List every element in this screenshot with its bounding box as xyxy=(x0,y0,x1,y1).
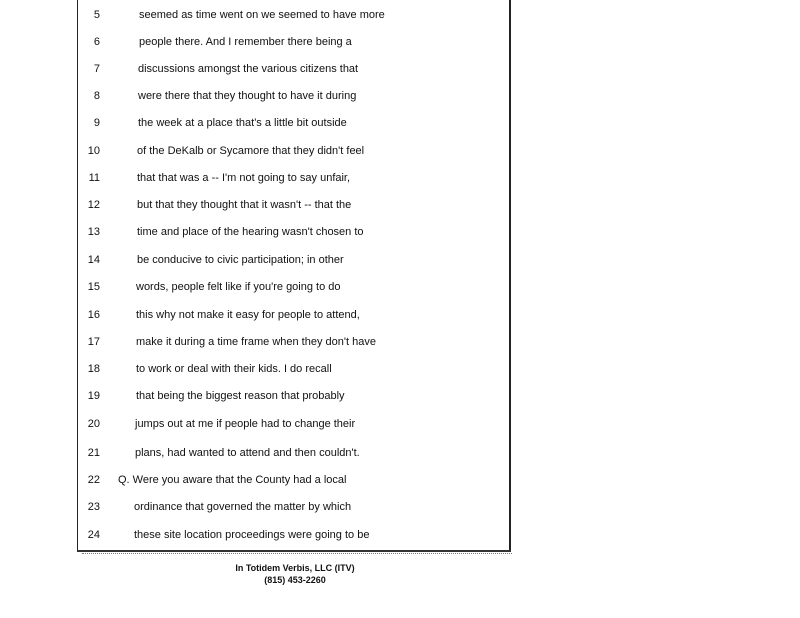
line-number: 18 xyxy=(87,363,100,375)
line-text: of the DeKalb or Sycamore that they didn't feel xyxy=(137,145,365,157)
transcript-line xyxy=(0,195,509,215)
line-number: 11 xyxy=(88,172,100,184)
page-bottom-shadow xyxy=(82,553,512,555)
transcript-line xyxy=(0,470,509,490)
transcript-line xyxy=(0,525,509,545)
transcript-line xyxy=(0,59,509,79)
transcript-line xyxy=(0,277,509,297)
page-bottom-border xyxy=(77,550,511,552)
line-text: that being the biggest reason that probably xyxy=(136,390,345,402)
line-text: time and place of the hearing wasn't chosen to xyxy=(137,226,364,238)
line-text: ordinance that governed the matter by which xyxy=(134,501,352,513)
line-text: Q. Were you aware that the County had a local xyxy=(118,474,347,486)
line-number: 19 xyxy=(87,390,100,402)
page-left-border xyxy=(77,0,78,550)
line-number: 24 xyxy=(87,529,100,541)
line-number: 5 xyxy=(93,9,100,21)
transcript-line xyxy=(0,305,509,325)
transcript-line xyxy=(0,5,509,25)
footer-company: In Totidem Verbis, LLC (ITV) xyxy=(235,563,355,573)
line-number: 23 xyxy=(87,501,100,513)
line-number: 15 xyxy=(87,281,100,293)
line-text: to work or deal with their kids. I do recall xyxy=(136,363,332,375)
transcript-line xyxy=(0,443,509,463)
transcript-line xyxy=(0,86,509,106)
line-number: 21 xyxy=(87,447,100,459)
transcript-line xyxy=(0,168,509,188)
line-text: be conducive to civic participation; in other xyxy=(137,254,344,266)
line-text: make it during a time frame when they don't have xyxy=(136,336,376,348)
line-text: but that they thought that it wasn't -- that the xyxy=(137,199,352,211)
line-text: discussions amongst the various citizens that xyxy=(138,63,359,75)
line-number: 9 xyxy=(93,117,100,129)
footer-phone: (815) 453-2260 xyxy=(264,575,326,585)
line-number: 14 xyxy=(87,254,100,266)
line-text: plans, had wanted to attend and then couldn't. xyxy=(135,447,360,459)
transcript-line xyxy=(0,222,509,242)
line-number: 6 xyxy=(93,36,100,48)
line-number: 17 xyxy=(87,336,100,348)
line-number: 13 xyxy=(87,226,100,238)
transcript-line xyxy=(0,414,509,434)
transcript-line xyxy=(0,250,509,270)
transcript-line xyxy=(0,32,509,52)
transcript-line xyxy=(0,386,509,406)
line-number: 16 xyxy=(87,309,100,321)
transcript-line xyxy=(0,113,509,133)
line-number: 22 xyxy=(87,474,100,486)
transcript-line xyxy=(0,332,509,352)
line-number: 7 xyxy=(93,63,100,75)
line-number: 10 xyxy=(87,145,100,157)
line-text: that that was a -- I'm not going to say unfair, xyxy=(137,172,351,184)
line-text: this why not make it easy for people to attend, xyxy=(136,309,360,321)
line-text: the week at a place that's a little bit outside xyxy=(138,117,347,129)
line-text: these site location proceedings were going to be xyxy=(134,529,370,541)
page-right-border xyxy=(509,0,511,552)
line-number: 12 xyxy=(87,199,100,211)
line-text: words, people felt like if you're going to do xyxy=(136,281,341,293)
line-number: 8 xyxy=(93,90,100,102)
transcript-line xyxy=(0,141,509,161)
line-text: people there. And I remember there being a xyxy=(139,36,352,48)
line-text: seemed as time went on we seemed to have more xyxy=(139,9,385,21)
transcript-line xyxy=(0,497,509,517)
line-text: were there that they thought to have it during xyxy=(138,90,357,102)
line-number: 20 xyxy=(87,418,100,430)
transcript-line xyxy=(0,359,509,379)
line-text: jumps out at me if people had to change their xyxy=(135,418,356,430)
